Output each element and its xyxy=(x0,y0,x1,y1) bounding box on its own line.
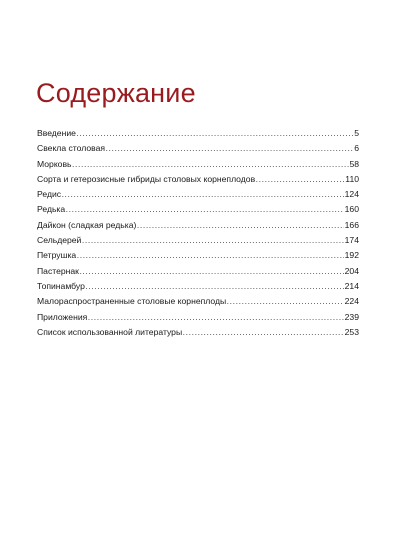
toc-dot-leader xyxy=(66,202,344,217)
toc-dot-leader xyxy=(88,310,344,325)
toc-dot-leader xyxy=(256,172,345,187)
toc-dot-leader xyxy=(77,248,344,263)
toc-entry-label: Приложения xyxy=(37,311,88,322)
toc-entry-page: 6 xyxy=(354,143,359,154)
toc-dot-leader xyxy=(137,218,344,233)
toc-entry-label: Список использованной литературы xyxy=(37,326,183,337)
toc-entry xyxy=(37,294,359,309)
toc-entry-page: 160 xyxy=(344,204,359,215)
toc-dot-leader xyxy=(183,325,345,340)
toc-entry-page: 192 xyxy=(344,250,359,261)
toc-entry-label: Сельдерей xyxy=(37,235,82,246)
toc-dot-leader xyxy=(79,264,344,279)
toc-dot-leader xyxy=(85,279,344,294)
toc-entry xyxy=(37,218,359,233)
toc-dot-leader xyxy=(62,187,345,202)
toc-entry-label: Редька xyxy=(37,204,66,215)
toc-dot-leader xyxy=(106,141,354,156)
table-of-contents xyxy=(37,126,359,340)
toc-entry-page: 224 xyxy=(344,296,359,307)
toc-entry-label: Введение xyxy=(37,128,76,138)
toc-entry xyxy=(37,325,359,340)
toc-dot-leader xyxy=(227,294,344,309)
toc-entry xyxy=(37,126,359,141)
toc-entry xyxy=(37,279,359,294)
toc-entry-label: Редис xyxy=(37,189,62,200)
toc-dot-leader xyxy=(76,126,353,141)
toc-entry-page: 166 xyxy=(344,219,359,230)
toc-entry-label: Топинамбур xyxy=(37,280,85,291)
page-title: Содержание xyxy=(36,78,196,108)
toc-entry-label: Петрушка xyxy=(37,250,77,261)
toc-entry-label: Пастернак xyxy=(37,265,79,276)
toc-entry xyxy=(37,187,359,202)
toc-entry-page: 239 xyxy=(344,311,359,322)
toc-entry-page: 253 xyxy=(344,326,359,337)
toc-entry-page: 5 xyxy=(354,128,359,138)
toc-dot-leader xyxy=(82,233,344,248)
toc-entry xyxy=(37,172,359,187)
toc-entry xyxy=(37,233,359,248)
toc-entry xyxy=(37,310,359,325)
toc-entry-label: Дайкон (сладкая редька) xyxy=(37,219,137,230)
toc-entry xyxy=(37,202,359,217)
toc-entry-label: Морковь xyxy=(37,158,72,169)
toc-entry-page: 124 xyxy=(344,189,359,200)
toc-entry-label: Малораспространенные столовые корнеплоды xyxy=(37,296,227,307)
toc-entry xyxy=(37,157,359,172)
toc-entry xyxy=(37,248,359,263)
toc-entry-page: 174 xyxy=(344,235,359,246)
toc-entry-page: 58 xyxy=(349,158,359,169)
toc-entry-page: 204 xyxy=(344,265,359,276)
toc-dot-leader xyxy=(72,157,349,172)
toc-entry-label: Свекла столовая xyxy=(37,143,106,154)
toc-entry-page: 214 xyxy=(344,280,359,291)
toc-entry-page: 110 xyxy=(345,173,359,184)
toc-entry-label: Сорта и гетерозисные гибриды столовых корнеплодов xyxy=(37,173,256,184)
toc-entry xyxy=(37,141,359,156)
toc-entry xyxy=(37,264,359,279)
